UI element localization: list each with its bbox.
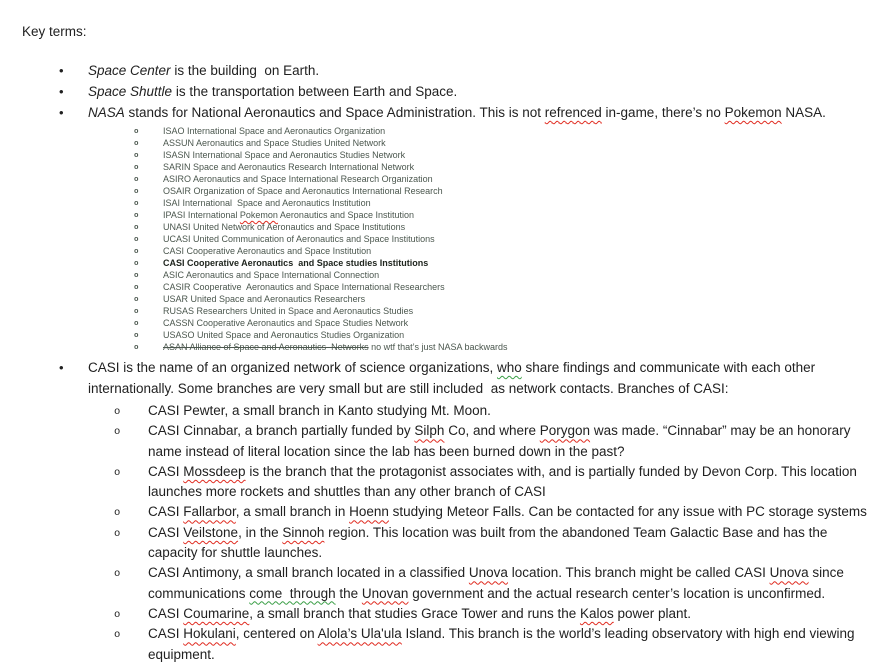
bullet-marker-icon: •	[59, 84, 64, 99]
list-item-text	[148, 504, 867, 519]
styled-text-run: refrenced	[544, 105, 602, 120]
list-item-text	[88, 84, 457, 99]
text-run: share findings and communicate with each other internationally. Some branches are very small but are still included as network contacts. Branches of CASI:	[88, 360, 819, 396]
text-run: ISASN International Space and Aeronautics Studies Network	[163, 150, 406, 160]
circle-marker-icon: o	[134, 332, 139, 340]
circle-marker-icon: o	[134, 212, 139, 220]
circle-marker-icon: o	[134, 152, 139, 160]
text-run: CASI	[148, 626, 184, 642]
list-item-text	[163, 330, 404, 340]
acronym-list-item	[22, 305, 888, 317]
text-run: CASSN Cooperative Aeronautics and Space Studies Network	[163, 318, 409, 328]
styled-text-run: Space Center	[88, 63, 171, 78]
branch-list-item	[22, 563, 878, 604]
text-run: stands for National Aeronautics and Space Administration. This is not	[124, 105, 545, 120]
styled-text-run: Porygon	[539, 423, 591, 439]
text-run: CASI is the name of an organized network of science organizations,	[88, 360, 497, 375]
styled-text-run: Silph	[414, 423, 445, 439]
styled-text-run: ASAN Alliance of Space and Aeronautics Networks	[163, 342, 369, 352]
text-run: , centered on	[235, 626, 318, 642]
styled-text-run: Sinnoh	[282, 524, 325, 540]
acronym-list-item	[22, 173, 888, 185]
styled-text-run: Pokemon	[239, 210, 278, 220]
acronym-list-item	[22, 137, 888, 149]
text-run: is the branch that the protagonist associates with, and is partially funded by Devon Corp. This location launches more rockets and shuttles than any other branch of CASI	[148, 463, 861, 500]
circle-marker-icon: o	[114, 527, 121, 540]
text-run: was made. “Cinnabar” may be an honorary name instead of literal location since the lab has been burned down in the past?	[148, 423, 855, 459]
list-item-text	[163, 222, 405, 232]
text-run: UCASI United Communication of Aeronautics and Space Institutions	[163, 234, 435, 244]
list-item-text	[88, 360, 819, 396]
branch-list-item	[22, 624, 878, 665]
list-item-text	[148, 423, 854, 458]
text-run: studying Meteor Falls. Can be contacted for any issue with PC storage systems	[388, 504, 867, 520]
styled-text-run: Veilstone	[183, 524, 239, 540]
text-run: CASI Cinnabar, a branch partially funded by	[148, 423, 415, 439]
circle-marker-icon: o	[114, 608, 121, 621]
branch-list-item	[22, 462, 878, 503]
text-run: ISAI International Space and Aeronautics Institution	[163, 198, 371, 208]
bullet-item	[22, 357, 833, 399]
text-run: CASI	[148, 463, 184, 479]
list-item-text	[163, 174, 433, 184]
list-item-text	[163, 150, 405, 160]
circle-marker-icon: o	[134, 296, 139, 304]
list-item-text	[163, 138, 386, 148]
circle-marker-icon: o	[114, 568, 121, 581]
branch-list-item	[22, 604, 878, 624]
text-run: the	[335, 585, 362, 601]
text-run: no wtf that’s just NASA backwards	[368, 342, 508, 352]
styled-text-run: Kalos	[579, 605, 614, 621]
circle-marker-icon: o	[134, 176, 139, 184]
bullet-item	[22, 60, 833, 81]
acronym-list-item	[22, 125, 888, 137]
branch-list-item	[22, 523, 878, 564]
styled-text-run: Hoenn	[349, 504, 389, 520]
branch-list-item	[22, 401, 878, 421]
text-run: CASI	[148, 504, 184, 520]
circle-marker-icon: o	[134, 128, 139, 136]
list-item-text	[163, 294, 365, 304]
branch-list-item	[22, 421, 878, 462]
acronym-list-item	[22, 185, 888, 197]
list-item-text	[148, 606, 691, 621]
list-item-text	[148, 464, 861, 499]
list-item-text	[163, 342, 508, 352]
bullet-marker-icon: •	[59, 63, 64, 78]
circle-marker-icon: o	[114, 426, 121, 439]
text-run: USAR United Space and Aeronautics Researchers	[163, 294, 366, 304]
text-run: Co, and where	[444, 423, 540, 439]
text-run: CASIR Cooperative Aeronautics and Space International Researchers	[163, 282, 445, 292]
list-item-text	[163, 246, 371, 256]
acronym-list-item	[22, 161, 888, 173]
acronym-list-item	[22, 197, 888, 209]
circle-marker-icon: o	[134, 344, 139, 352]
text-run: , a small branch that studies Grace Tower and runs the	[249, 605, 580, 621]
acronym-list-item	[22, 329, 888, 341]
bullet-marker-icon: •	[59, 105, 64, 120]
styled-text-run: Mossdeep	[183, 463, 246, 479]
list-item-text	[163, 270, 379, 280]
text-run: ASIC Aeronautics and Space International Connection	[163, 270, 380, 280]
styled-text-run: Unova	[769, 565, 809, 581]
text-run: ASIRO Aeronautics and Space International Research Organization	[163, 174, 433, 184]
text-run: , in the	[238, 524, 283, 540]
styled-text-run: Alola’s Ula'ula	[317, 626, 402, 642]
styled-text-run: Space Shuttle	[88, 84, 173, 99]
circle-marker-icon: o	[134, 284, 139, 292]
circle-marker-icon: o	[134, 224, 139, 232]
acronym-list-item	[22, 245, 888, 257]
circle-marker-icon: o	[134, 308, 139, 316]
text-run: Island. This branch is the world’s leading observatory with high end viewing equipment.	[148, 626, 859, 662]
text-run: is the transportation between Earth and Space.	[172, 84, 458, 99]
list-item-text	[163, 282, 445, 292]
list-item-text	[148, 626, 858, 661]
styled-text-run: Coumarine	[183, 605, 250, 621]
circle-marker-icon: o	[114, 466, 121, 479]
styled-text-run: Unova	[468, 565, 508, 581]
styled-text-run: CASI Cooperative Aeronautics and Space studies Institutions	[163, 258, 429, 268]
list-item-text	[163, 306, 413, 316]
circle-marker-icon: o	[114, 629, 121, 642]
text-run: government and the actual research center’s location is unconfirmed.	[408, 585, 826, 601]
text-run: in-game, there’s no	[601, 105, 725, 120]
list-item-text	[163, 234, 435, 244]
acronym-list-item	[22, 269, 888, 281]
text-run: is the building on Earth.	[170, 63, 320, 78]
text-run: CASI Antimony, a small branch located in a classified	[148, 565, 469, 581]
text-run: OSAIR Organization of Space and Aeronautics International Research	[163, 186, 443, 196]
text-run: location. This branch might be called CASI	[507, 565, 770, 581]
text-run: ISAO International Space and Aeronautics Organization	[163, 126, 386, 136]
styled-text-run: Unovan	[361, 585, 409, 601]
bullet-item	[22, 102, 833, 123]
circle-marker-icon: o	[134, 260, 139, 268]
styled-text-run: come through	[249, 585, 336, 601]
list-item-text	[163, 210, 414, 220]
bullet-marker-icon: •	[59, 360, 64, 375]
circle-marker-icon: o	[134, 272, 139, 280]
circle-marker-icon: o	[114, 406, 121, 418]
circle-marker-icon: o	[134, 140, 139, 148]
styled-text-run: Fallarbor	[183, 504, 236, 520]
circle-marker-icon: o	[134, 200, 139, 208]
page-title: Key terms:	[22, 24, 87, 39]
text-run: RUSAS Researchers United in Space and Aeronautics Studies	[163, 306, 414, 316]
list-item-text	[88, 63, 319, 78]
circle-marker-icon: o	[114, 507, 121, 520]
list-item-text	[148, 565, 848, 600]
document-body	[22, 60, 888, 665]
text-run: power plant.	[613, 605, 692, 621]
text-run: region. This location was built from the abandoned Team Galactic Base and has the capacity for shuttle launches.	[148, 524, 832, 561]
acronym-list-item	[22, 209, 888, 221]
styled-text-run: NASA	[88, 105, 125, 120]
circle-marker-icon: o	[134, 320, 139, 328]
acronym-list-item	[22, 221, 888, 233]
text-run: CASI Pewter, a small branch in Kanto studying Mt. Moon.	[148, 403, 491, 418]
text-run: UNASI United Network of Aeronautics and Space Institutions	[163, 222, 406, 232]
acronym-list-item	[22, 281, 888, 293]
text-run: CASI Cooperative Aeronautics and Space Institution	[163, 246, 372, 256]
list-item-text	[148, 403, 491, 418]
circle-marker-icon: o	[134, 236, 139, 244]
text-run: , a small branch in	[235, 504, 350, 520]
styled-text-run: Pokemon	[724, 105, 782, 120]
list-item-text	[163, 126, 385, 136]
acronym-list-item	[22, 233, 888, 245]
list-item-text	[163, 186, 443, 196]
acronym-list-item	[22, 317, 888, 329]
text-run: ASSUN Aeronautics and Space Studies United Network	[163, 138, 386, 148]
circle-marker-icon: o	[134, 164, 139, 172]
list-item-text	[88, 105, 826, 120]
styled-text-run: who	[496, 360, 522, 375]
text-run: SARIN Space and Aeronautics Research International Network	[163, 162, 415, 172]
text-run: NASA.	[781, 105, 826, 120]
branch-list-item	[22, 502, 878, 522]
text-run: CASI	[148, 524, 184, 540]
styled-text-run: Hokulani	[183, 626, 236, 642]
list-item-text	[163, 258, 428, 268]
text-run: Aeronautics and Space Institution	[277, 210, 415, 220]
list-item-text	[163, 318, 408, 328]
list-item-text	[148, 525, 831, 560]
text-run: IPASI International	[163, 210, 240, 220]
list-item-text	[163, 162, 414, 172]
list-item-text	[163, 198, 371, 208]
acronym-list-item	[22, 149, 888, 161]
circle-marker-icon: o	[134, 248, 139, 256]
text-run: CASI	[148, 605, 184, 621]
text-run: since communications	[148, 565, 848, 601]
text-run: USASO United Space and Aeronautics Studies Organization	[163, 330, 405, 340]
bullet-item	[22, 81, 833, 102]
acronym-list-item	[22, 257, 888, 269]
acronym-list-item	[22, 293, 888, 305]
acronym-list-item	[22, 341, 888, 353]
circle-marker-icon: o	[134, 188, 139, 196]
